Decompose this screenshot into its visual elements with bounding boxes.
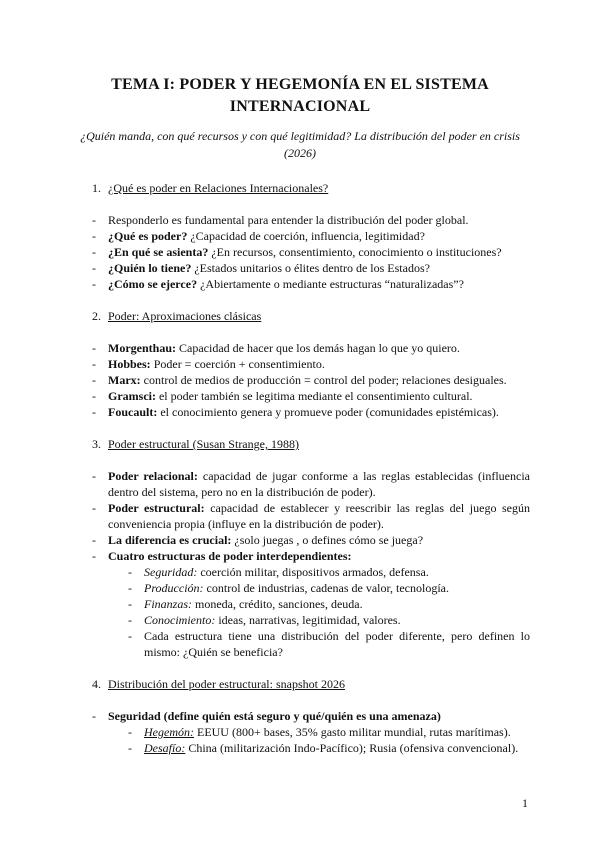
list-item: - Cuatro estructuras de poder interdependientes: bbox=[92, 549, 352, 563]
section-4-heading bbox=[92, 676, 345, 692]
section-1-heading bbox=[92, 180, 328, 196]
list-item: - Marx: control de medios de producción = control del poder; relaciones desiguales. bbox=[92, 373, 507, 387]
list-item: - ¿Qué es poder? ¿Capacidad de coerción, influencia, legitimidad? bbox=[92, 229, 425, 243]
section-number: 2. bbox=[92, 309, 101, 323]
list-item: - Morgenthau: Capacidad de hacer que los demás hagan lo que yo quiero. bbox=[92, 341, 460, 355]
section-number: 3. bbox=[92, 437, 101, 451]
page-subtitle: ¿Quién manda, con qué recursos y con qué legitimidad? La distribución del poder en crisis (2026) bbox=[80, 129, 520, 160]
section-title: Poder estructural (Susan Strange, 1988) bbox=[108, 437, 299, 451]
page-number: 1 bbox=[522, 796, 528, 810]
sub-list-item: - Conocimiento: ideas, narrativas, legitimidad, valores. bbox=[128, 613, 401, 627]
list-item: - La diferencia es crucial: ¿solo juegas , o defines cómo se juega? bbox=[92, 533, 424, 547]
sub-list-item: - Finanzas: moneda, crédito, sanciones, deuda. bbox=[128, 597, 363, 611]
section-title: Distribución del poder estructural: snapshot 2026 bbox=[108, 677, 345, 691]
list-item: - Poder estructural: capacidad de establecer y reescribir las reglas del juego según conveniencia propia (influye en la distribución de poder). bbox=[92, 501, 530, 531]
section-title: Poder: Aproximaciones clásicas bbox=[108, 309, 262, 323]
sub-list-item: - Producción: control de industrias, cadenas de valor, tecnología. bbox=[128, 581, 449, 595]
section-number: 1. bbox=[92, 181, 101, 195]
list-item: - Poder relacional: capacidad de jugar conforme a las reglas establecidas (influencia dentro del sistema, pero no en la distribución de poder). bbox=[92, 469, 530, 499]
list-item: - Seguridad (define quién está seguro y qué/quién es una amenaza) bbox=[92, 709, 441, 723]
list-item: - ¿Cómo se ejerce? ¿Abiertamente o mediante estructuras “naturalizadas”? bbox=[92, 277, 464, 291]
sub-list-item: - Hegemón: EEUU (800+ bases, 35% gasto militar mundial, rutas marítimas). bbox=[128, 725, 511, 739]
list-item: - Hobbes: Poder = coerción + consentimiento. bbox=[92, 357, 325, 371]
section-title: ¿Qué es poder en Relaciones Internacionales? bbox=[108, 181, 329, 195]
list-item: - Gramsci: el poder también se legitima mediante el consentimiento cultural. bbox=[92, 389, 473, 403]
sub-list-item: - Seguridad: coerción militar, dispositivos armados, defensa. bbox=[128, 565, 429, 579]
section-number: 4. bbox=[92, 677, 101, 691]
page-title: TEMA I: PODER Y HEGEMONÍA EN EL SISTEMA INTERNACIONAL bbox=[111, 76, 489, 115]
list-item: - Foucault: el conocimiento genera y promueve poder (comunidades epistémicas). bbox=[92, 405, 499, 419]
sub-list-item: - Cada estructura tiene una distribución del poder diferente, pero definen lo mismo: ¿Quién se beneficia? bbox=[128, 629, 530, 659]
list-item: - Responderlo es fundamental para entender la distribución del poder global. bbox=[92, 213, 469, 227]
list-item: - ¿Quién lo tiene? ¿Estados unitarios o élites dentro de los Estados? bbox=[92, 261, 430, 275]
section-3-heading bbox=[92, 436, 299, 452]
section-2-heading bbox=[92, 308, 261, 324]
list-item: - ¿En qué se asienta? ¿En recursos, consentimiento, conocimiento o instituciones? bbox=[92, 245, 502, 259]
sub-list-item: - Desafío: China (militarización Indo-Pacífico); Rusia (ofensiva convencional). bbox=[128, 741, 519, 755]
